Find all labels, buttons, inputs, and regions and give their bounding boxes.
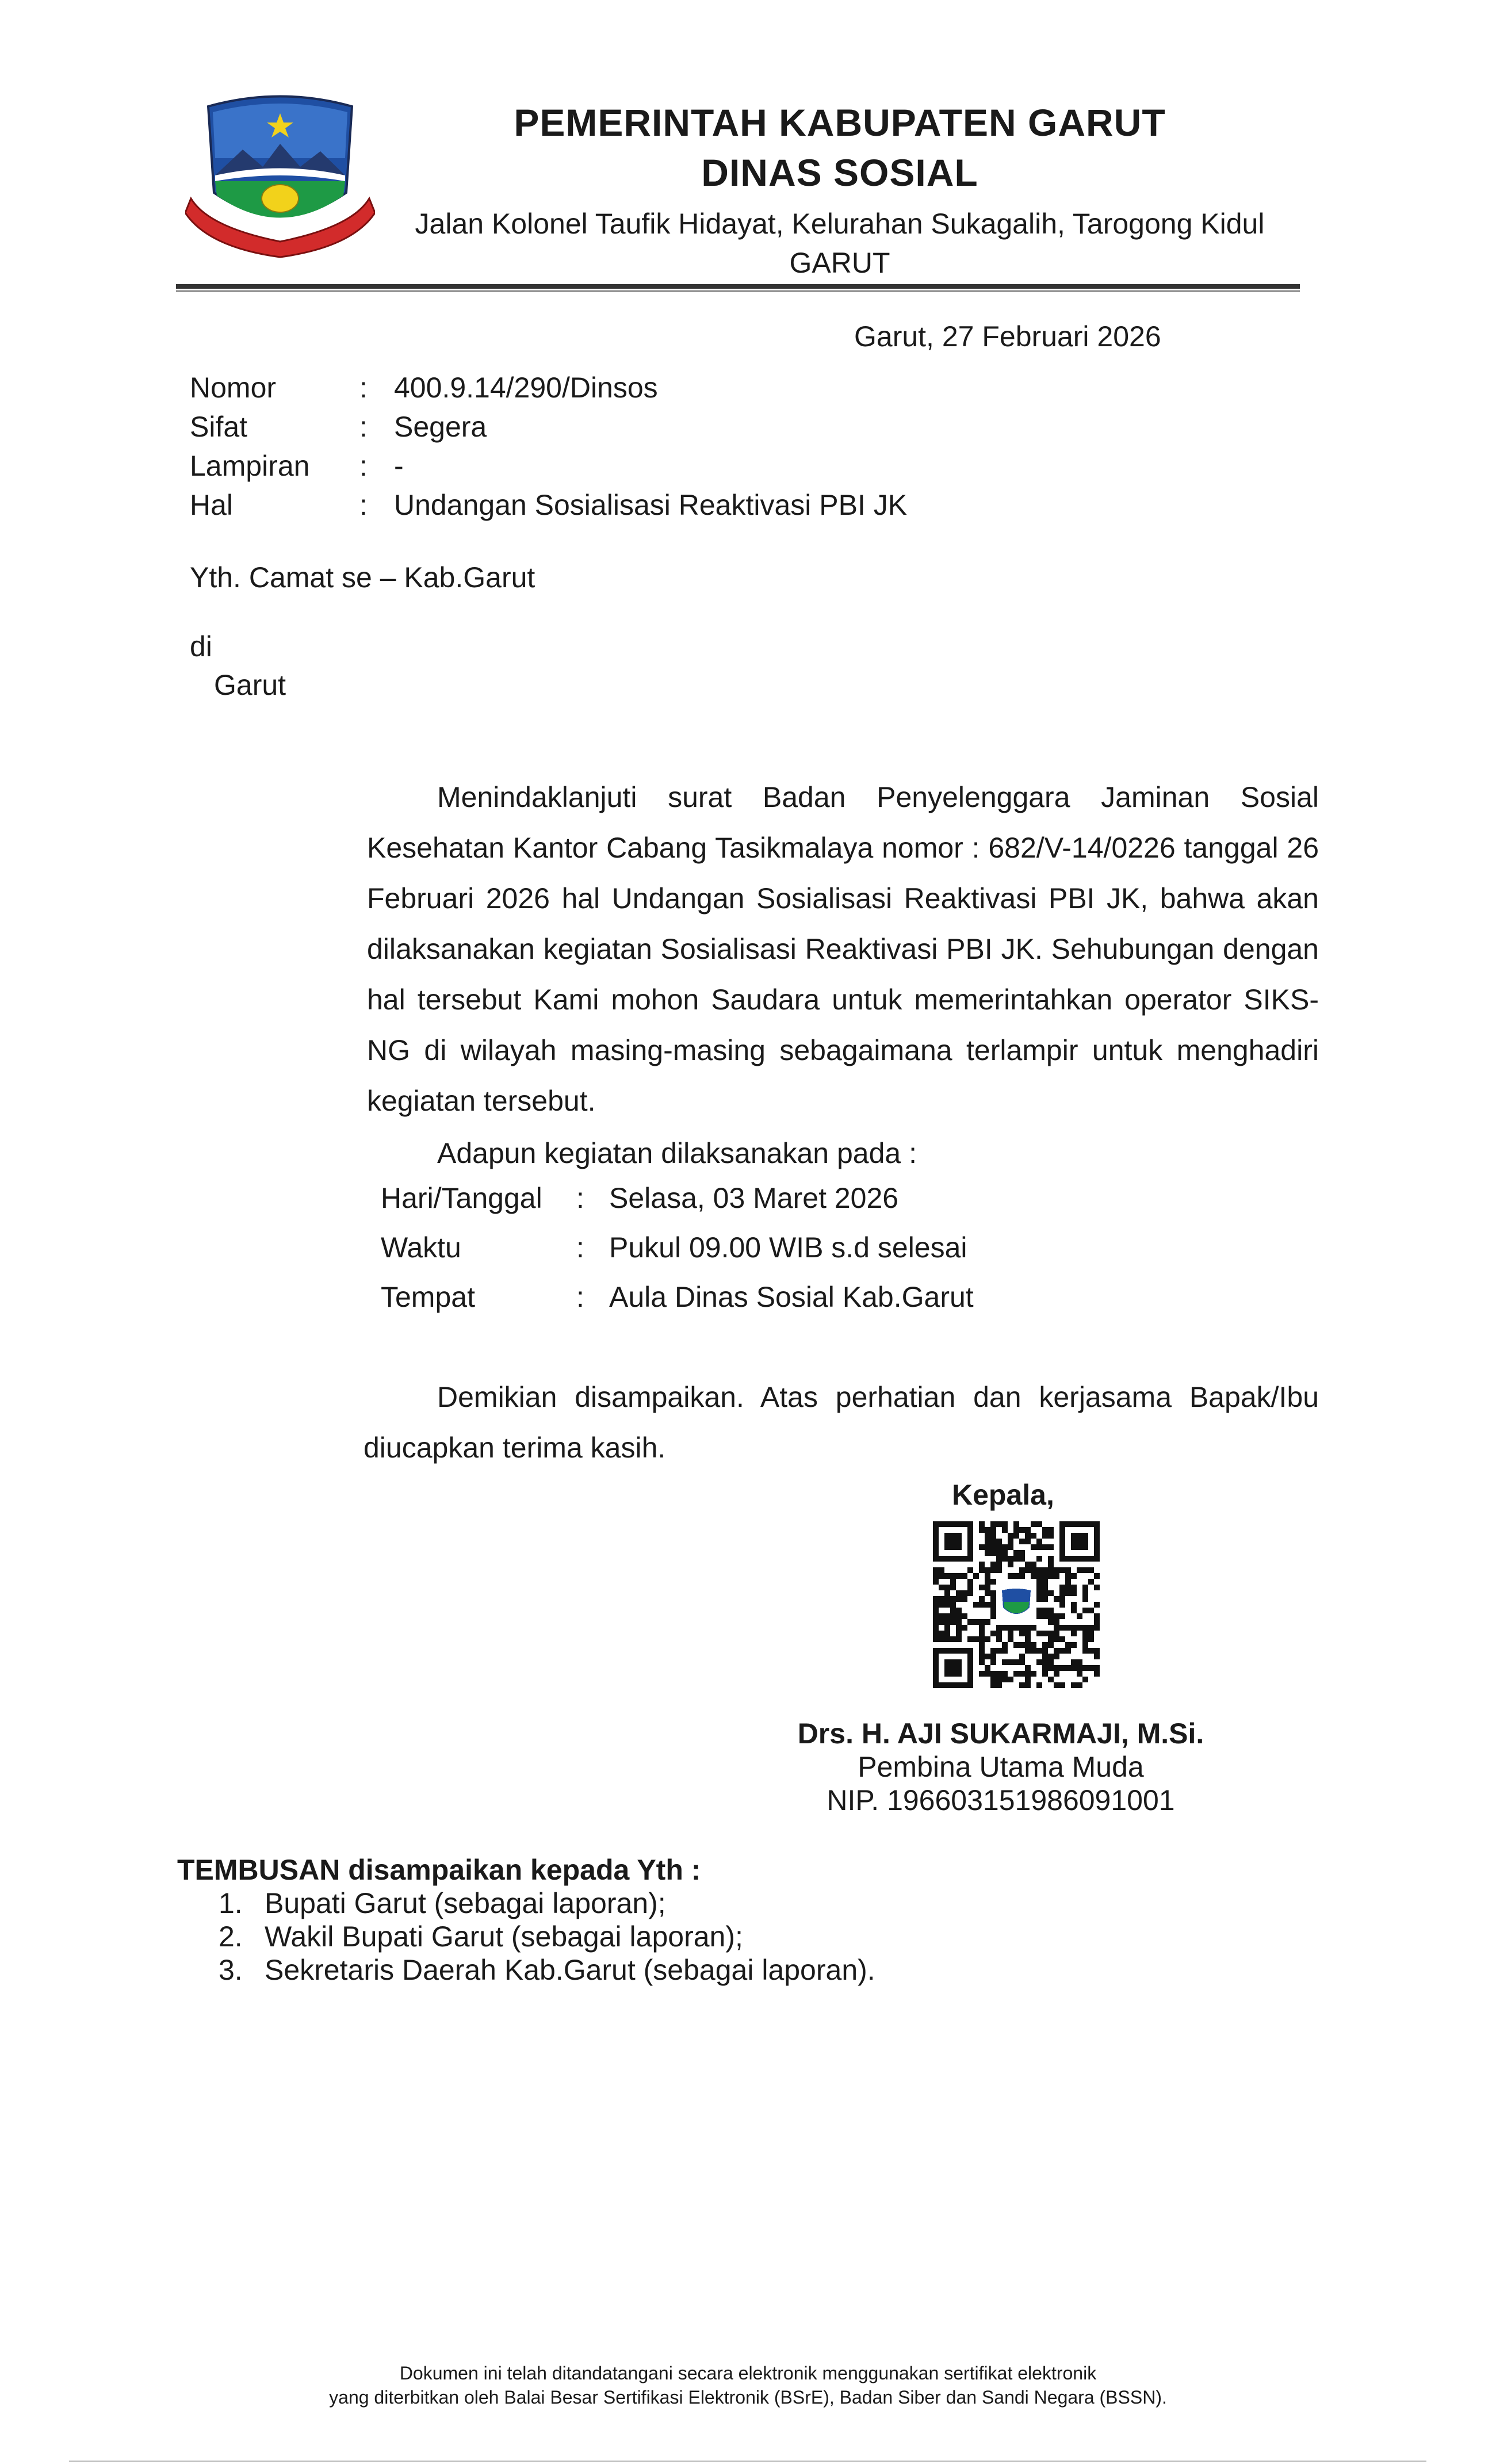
meta-key: Lampiran	[190, 450, 310, 482]
detail-colon: :	[576, 1281, 584, 1313]
footer-esign-note-2: yang diterbitkan oleh Balai Besar Sertifikasi Elektronik (BSrE), Badan Siber dan Sandi Negara (BSSN).	[329, 2387, 1167, 2408]
meta-key: Nomor	[190, 372, 277, 404]
meta-colon: :	[359, 450, 368, 482]
footer-divider	[69, 2461, 1426, 2462]
detail-row-date	[381, 1173, 974, 1223]
cc-item	[219, 1920, 875, 1953]
meta-key: Hal	[190, 489, 234, 521]
letter-body: Menindaklanjuti surat Badan Penyelenggara Jaminan Sosial Kesehatan Kantor Cabang Tasikmalaya nomor : 682/V-14/0226 tanggal 26 Februari 2026 hal Undangan Sosialisasi Reaktivasi PBI JK, bahwa akan dilaksanakan kegiatan Sosialisasi Reaktivasi PBI JK. Sehubungan dengan hal tersebut Kami mohon Saudara untuk memerintahkan operator SIKS-NG di wilayah masing-masing sebagaimana terlampir untuk menghadiri kegiatan tersebut.	[367, 781, 1319, 1117]
detail-key: Waktu	[381, 1231, 461, 1264]
cc-item-text: Bupati Garut (sebagai laporan);	[265, 1887, 666, 1919]
signatory-title: Kepala,	[952, 1479, 1054, 1511]
cc-item	[219, 1887, 875, 1920]
meta-value: 400.9.14/290/Dinsos	[394, 372, 658, 404]
detail-key: Tempat	[381, 1281, 475, 1313]
garut-regency-logo	[185, 89, 375, 262]
detail-value: Aula Dinas Sosial Kab.Garut	[609, 1281, 974, 1313]
detail-key: Hari/Tanggal	[381, 1182, 542, 1214]
meta-row-sifat	[190, 407, 907, 446]
meta-colon: :	[359, 411, 368, 443]
detail-value: Pukul 09.00 WIB s.d selesai	[609, 1231, 967, 1264]
cc-item	[219, 1953, 875, 1987]
meta-value: -	[394, 450, 404, 482]
meta-row-nomor	[190, 368, 907, 407]
footer-esign-note-1: Dokumen ini telah ditandatangani secara elektronik menggunakan sertifikat elektronik	[399, 2363, 1097, 2383]
detail-colon: :	[576, 1231, 584, 1264]
event-details	[381, 1173, 974, 1322]
addressee: Yth. Camat se – Kab.Garut	[190, 561, 535, 594]
meta-value: Segera	[394, 411, 487, 443]
letterhead-city: GARUT	[789, 247, 890, 279]
cc-title: TEMBUSAN disampaikan kepada Yth :	[177, 1854, 701, 1886]
letterhead-divider	[176, 284, 1300, 289]
meta-value: Undangan Sosialisasi Reaktivasi PBI JK	[394, 489, 908, 521]
letter-date: Garut, 27 Februari 2026	[854, 320, 1161, 353]
addressee-di: di	[190, 630, 212, 663]
detail-colon: :	[576, 1182, 584, 1214]
letterhead-address: Jalan Kolonel Taufik Hidayat, Kelurahan Sukagalih, Tarogong Kidul	[415, 208, 1265, 240]
letterhead-government: PEMERINTAH KABUPATEN GARUT	[514, 101, 1166, 144]
cc-list	[219, 1887, 875, 1987]
cc-item-text: Wakil Bupati Garut (sebagai laporan);	[265, 1920, 743, 1953]
meta-row-hal	[190, 485, 907, 525]
addressee-place: Garut	[214, 669, 286, 701]
detail-row-place	[381, 1272, 974, 1322]
signatory-nip: NIP. 196603151986091001	[827, 1784, 1175, 1816]
meta-colon: :	[359, 489, 368, 521]
detail-value: Selasa, 03 Maret 2026	[609, 1182, 899, 1214]
signatory-name: Drs. H. AJI SUKARMAJI, M.Si.	[797, 1717, 1204, 1750]
letterhead-divider-thin	[176, 290, 1300, 292]
cc-item-number: 2.	[219, 1920, 243, 1953]
cc-item-text: Sekretaris Daerah Kab.Garut (sebagai laporan).	[265, 1954, 875, 1986]
letter-meta	[190, 368, 907, 525]
e-signature-qr-code	[933, 1521, 1100, 1688]
letter-closing: Demikian disampaikan. Atas perhatian dan kerjasama Bapak/Ibu diucapkan terima kasih.	[364, 1381, 1319, 1464]
signatory-rank: Pembina Utama Muda	[858, 1751, 1144, 1783]
meta-row-lampiran	[190, 446, 907, 485]
cc-item-number: 1.	[219, 1887, 243, 1919]
detail-row-time	[381, 1223, 974, 1272]
meta-key: Sifat	[190, 411, 248, 443]
event-intro: Adapun kegiatan dilaksanakan pada :	[437, 1137, 917, 1169]
meta-colon: :	[359, 372, 368, 404]
letterhead-agency: DINAS SOSIAL	[701, 151, 978, 194]
cc-item-number: 3.	[219, 1954, 243, 1986]
